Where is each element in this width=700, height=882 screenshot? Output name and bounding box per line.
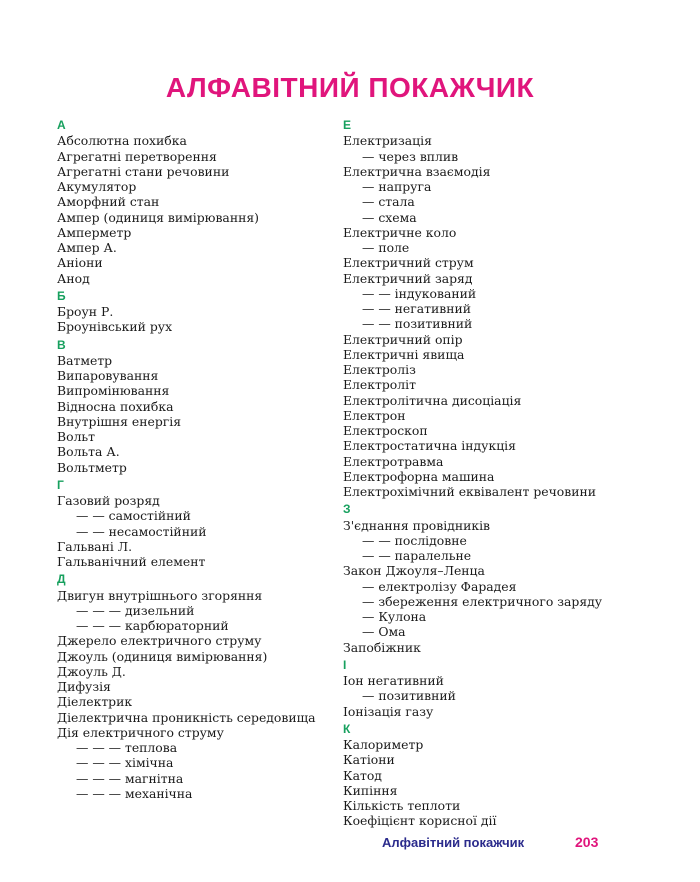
index-subentry: — — — карбюраторний bbox=[76, 618, 229, 633]
index-letter-group bbox=[343, 658, 643, 719]
index-letter-heading: Б bbox=[57, 288, 66, 303]
index-entry: Двигун внутрішнього згоряння bbox=[57, 587, 263, 603]
index-subentry: — — — магнітна bbox=[76, 770, 184, 786]
footer-section-title: Алфавітний покажчик bbox=[382, 835, 525, 850]
index-entry: Іон негативний bbox=[343, 673, 444, 688]
index-letter-group bbox=[343, 502, 643, 655]
index-letter-heading: Г bbox=[57, 477, 64, 492]
index-entry: Ватметр bbox=[57, 352, 113, 368]
index-entry: Джоуль Д. bbox=[57, 663, 126, 679]
index-entry: Джоуль (одиниця вимірювання) bbox=[57, 648, 268, 664]
index-letter-heading: Е bbox=[343, 118, 352, 132]
index-subentry: — — — теплова bbox=[76, 740, 178, 755]
index-entry: Катод bbox=[343, 767, 382, 783]
index-column-left bbox=[57, 118, 327, 801]
index-entry: Електролітична дисоціація bbox=[343, 392, 522, 408]
index-entry: Іонізація газу bbox=[343, 703, 434, 719]
index-entry: Газовий розряд bbox=[57, 493, 160, 508]
index-letter-heading: І bbox=[343, 657, 347, 672]
index-entry: Закон Джоуля–Ленца bbox=[343, 563, 485, 579]
index-entry: Електричний струм bbox=[343, 255, 474, 271]
index-subentry: — поле bbox=[362, 240, 410, 255]
index-entry: Кількість теплоти bbox=[343, 798, 461, 813]
index-subentry: — — негативний bbox=[362, 301, 471, 316]
index-entry: Дифузія bbox=[57, 679, 111, 694]
page-number: 203 bbox=[575, 834, 599, 850]
index-entry: Коефіцієнт корисної дії bbox=[343, 813, 497, 829]
index-column-right bbox=[343, 118, 643, 829]
index-entry: Ампер А. bbox=[57, 240, 117, 255]
index-letter-group bbox=[343, 722, 643, 829]
index-entry: Електрохімічний еквівалент речовини bbox=[343, 484, 596, 499]
index-subentry: — електролізу Фарадея bbox=[362, 578, 517, 594]
index-subentry: — позитивний bbox=[362, 688, 456, 704]
index-entry: Внутрішня енергія bbox=[57, 413, 182, 429]
index-entry: Електротравма bbox=[343, 453, 444, 469]
index-entry: Кипіння bbox=[343, 782, 398, 798]
index-entry: Амперметр bbox=[57, 224, 132, 240]
index-entry: Випромінювання bbox=[57, 383, 170, 399]
index-subentry: — — несамостійний bbox=[76, 523, 207, 539]
index-letter-heading: А bbox=[57, 118, 66, 132]
index-entry: Електричні явища bbox=[343, 346, 465, 362]
index-entry: Електроскоп bbox=[343, 423, 428, 438]
index-entry: Вольта А. bbox=[57, 444, 120, 460]
index-letter-group bbox=[57, 118, 327, 286]
index-subentry: — стала bbox=[362, 194, 415, 210]
index-entry: Запобіжник bbox=[343, 639, 421, 655]
index-subentry: — — — хімічна bbox=[76, 755, 174, 771]
index-subentry: — — індукований bbox=[362, 285, 477, 301]
index-entry: Гальвані Л. bbox=[57, 538, 133, 554]
index-subentry: — схема bbox=[362, 209, 417, 225]
index-entry: Гальванічний елемент bbox=[57, 554, 206, 569]
index-subentry: — через вплив bbox=[362, 148, 459, 164]
index-entry: Вольт bbox=[57, 429, 96, 444]
index-letter-group bbox=[57, 289, 327, 335]
index-entry: Діелектрик bbox=[57, 694, 133, 710]
index-letter-group bbox=[57, 338, 327, 475]
index-entry: Електрон bbox=[343, 407, 406, 423]
index-entry: Калориметр bbox=[343, 737, 424, 752]
index-subentry: — Ома bbox=[362, 624, 406, 640]
index-subentry: — збереження електричного заряду bbox=[362, 593, 603, 609]
index-subentry: — напруга bbox=[362, 179, 432, 194]
index-entry: Броун Р. bbox=[57, 304, 114, 319]
index-entry: Електричний опір bbox=[343, 331, 463, 347]
index-entry: Броунівський рух bbox=[57, 319, 173, 335]
index-entry: Випаровування bbox=[57, 368, 159, 383]
index-entry: Діелектрична проникність середовища bbox=[57, 709, 316, 725]
index-letter-heading: В bbox=[57, 337, 66, 352]
index-subentry: — — — механічна bbox=[76, 785, 193, 801]
index-entry: Джерело електричного струму bbox=[57, 633, 262, 649]
index-subentry: — Кулона bbox=[362, 609, 427, 624]
index-entry: Електричне коло bbox=[343, 224, 457, 240]
index-entry: Відносна похибка bbox=[57, 398, 174, 414]
index-subentry: — — паралельне bbox=[362, 548, 472, 563]
index-entry: Анод bbox=[57, 270, 90, 286]
index-entry: Ампер (одиниця вимірювання) bbox=[57, 209, 259, 225]
index-letter-group bbox=[343, 118, 643, 499]
index-subentry: — — послідовне bbox=[362, 532, 467, 548]
index-entry: Електричний заряд bbox=[343, 270, 473, 286]
page-title: АЛФАВІТНИЙ ПОКАЖЧИК bbox=[165, 72, 535, 103]
index-entry: Агрегатні стани речовини bbox=[57, 163, 230, 179]
index-entry: Електроліт bbox=[343, 377, 416, 393]
index-letter-group bbox=[57, 478, 327, 570]
index-entry: Абсолютна похибка bbox=[57, 133, 187, 149]
index-entry: Дія електричного струму bbox=[57, 724, 224, 740]
index-entry: Агрегатні перетворення bbox=[57, 148, 217, 164]
index-subentry: — — — дизельний bbox=[76, 602, 195, 618]
index-entry: Вольтметр bbox=[57, 459, 127, 475]
index-entry: Електризація bbox=[343, 133, 432, 149]
index-entry: Акумулятор bbox=[57, 179, 137, 194]
index-letter-heading: Д bbox=[57, 572, 66, 587]
index-letter-group bbox=[57, 572, 327, 801]
index-entry: Електрофорна машина bbox=[343, 468, 495, 484]
index-letter-heading: К bbox=[343, 721, 351, 736]
index-entry: Аморфний стан bbox=[57, 194, 160, 210]
index-entry: Катіони bbox=[343, 752, 395, 768]
index-entry: Електрична взаємодія bbox=[343, 163, 491, 179]
index-entry: Аніони bbox=[57, 255, 103, 271]
index-subentry: — — самостійний bbox=[76, 508, 191, 524]
index-subentry: — — позитивний bbox=[362, 316, 473, 332]
index-entry: Електроліз bbox=[343, 362, 416, 377]
index-letter-heading: З bbox=[343, 502, 351, 517]
index-entry: З'єднання провідників bbox=[343, 517, 491, 533]
index-entry: Електростатична індукція bbox=[343, 438, 516, 454]
